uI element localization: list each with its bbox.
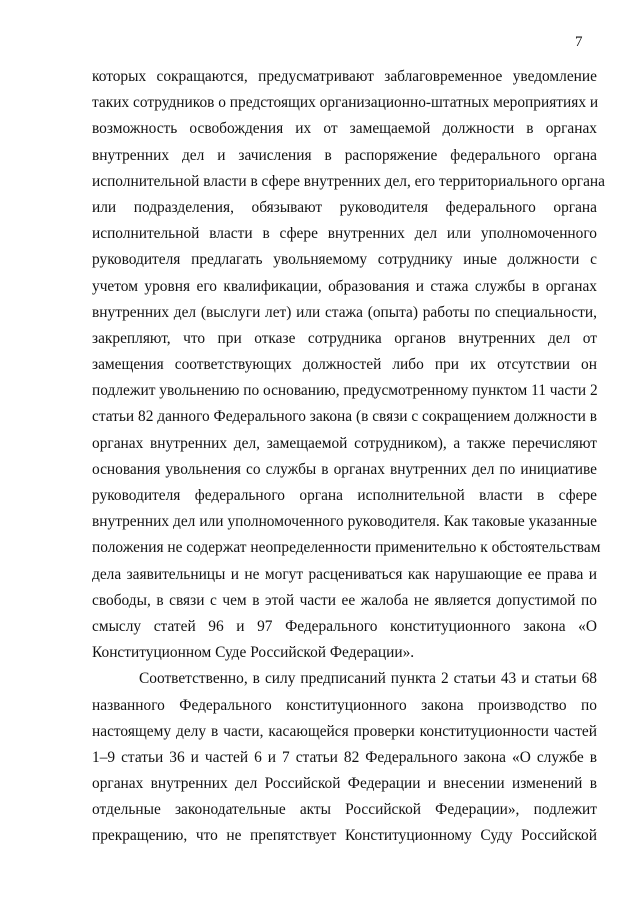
text-line: смыслу статей 96 и 97 Федерального конституционного закона «О	[92, 617, 597, 635]
text-line: таких сотрудников о предстоящих организационно-штатных мероприятиях и	[92, 94, 599, 112]
text-line: исполнительной власти в сфере внутренних дел, его территориального органа	[92, 172, 605, 190]
text-line: Конституционном Суде Российской Федерации».	[92, 644, 415, 662]
text-line: закрепляют, что при отказе сотрудника органов внутренних дел от	[92, 329, 597, 347]
text-line: внутренних дел (выслуги лет) или стажа (опыта) работы по специальности,	[92, 303, 597, 321]
text-line: подлежит увольнению по основанию, предусмотренному пунктом 11 части 2	[92, 382, 598, 400]
text-line: возможность освобождения их от замещаемой должности в органах	[92, 120, 597, 138]
page-number: 7	[575, 34, 583, 50]
text-line: отдельные законодательные акты Российской Федерации», подлежит	[92, 801, 597, 819]
body-text	[92, 64, 605, 850]
text-line: замещения соответствующих должностей либо при их отсутствии он	[92, 356, 597, 374]
text-line: руководителя федерального органа исполнительной власти в сфере	[92, 487, 597, 504]
text-line: положения не содержат неопределенности применительно к обстоятельствам	[92, 539, 601, 557]
text-line: органах внутренних дел, замещаемой сотрудником), а также перечисляют	[92, 434, 597, 452]
text-line: статьи 82 данного Федерального закона (в связи с сокращением должности в	[92, 408, 597, 426]
text-line: руководителя предлагать увольняемому сотруднику иные должности с	[92, 251, 597, 269]
text-line: 1–9 статьи 36 и частей 6 и 7 статьи 82 Федерального закона «О службе в	[92, 748, 597, 766]
text-line: свободы, в связи с чем в этой части ее жалоба не является допустимой по	[92, 591, 597, 609]
text-line: Соответственно, в силу предписаний пункта 2 статьи 43 и статьи 68	[139, 670, 597, 688]
text-line: учетом уровня его квалификации, образования и стажа службы в органах	[92, 277, 597, 295]
text-line: дела заявительницы и не могут расцениваться как нарушающие ее права и	[92, 565, 597, 583]
text-line: или подразделения, обязывают руководителя федерального органа	[92, 198, 597, 216]
text-line: настоящему делу в части, касающейся проверки конституционности частей	[92, 722, 597, 740]
text-line: исполнительной власти в сфере внутренних дел или уполномоченного	[92, 225, 597, 243]
text-line: названного Федерального конституционного закона производство по	[92, 696, 597, 714]
text-line: которых сокращаются, предусматривают заблаговременное уведомление	[92, 68, 597, 85]
text-line: основания увольнения со службы в органах внутренних дел по инициативе	[92, 460, 597, 478]
text-line: прекращению, что не препятствует Конституционному Суду Российской	[92, 827, 597, 845]
text-line: внутренних дел или уполномоченного руководителя. Как таковые указанные	[92, 513, 597, 531]
text-line: органах внутренних дел Российской Федерации и внесении изменений в	[92, 775, 597, 793]
text-line: внутренних дел и зачисления в распоряжение федерального органа	[92, 146, 597, 164]
